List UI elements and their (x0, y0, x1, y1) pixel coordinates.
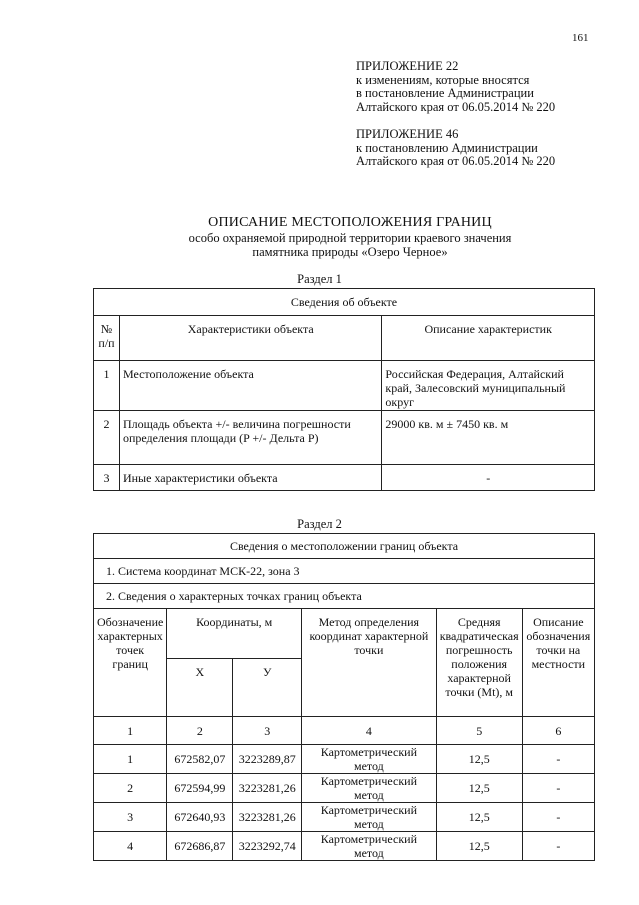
table-row (94, 465, 595, 491)
coord-y: 3223289,87 (233, 745, 302, 774)
table-row (94, 361, 595, 411)
description-cell: Российская Федерация, Алтайский край, Залесовский муниципальный округ (382, 361, 595, 411)
table-row (94, 774, 595, 803)
object-info-table (93, 288, 595, 491)
description-cell: - (382, 465, 595, 491)
table-title-row (94, 534, 595, 559)
column-header-x: X (167, 659, 233, 717)
marking: - (522, 774, 594, 803)
marking: - (522, 745, 594, 774)
characteristic-cell: Иные характеристики объекта (119, 465, 381, 491)
section-2-label: Раздел 2 (297, 517, 342, 531)
coord-x: 672594,99 (167, 774, 233, 803)
column-number: 5 (436, 717, 522, 745)
method: Картометрический метод (302, 774, 437, 803)
error: 12,5 (436, 832, 522, 861)
appendix-46-line: к постановлению Администрации (356, 140, 538, 155)
coordinate-system: 1. Система координат МСК-22, зона 3 (94, 559, 595, 584)
column-number: 4 (302, 717, 437, 745)
description-cell: 29000 кв. м ± 7450 кв. м (382, 411, 595, 465)
column-header: № п/п (94, 316, 120, 361)
marking: - (522, 832, 594, 861)
row-number: 1 (94, 361, 120, 411)
table-header-row (94, 316, 595, 361)
column-header: Координаты, м (167, 609, 302, 659)
table-header-row (94, 609, 595, 659)
table-row (94, 832, 595, 861)
coordinate-system-row (94, 559, 595, 584)
column-numbers-row (94, 717, 595, 745)
coord-x: 672686,87 (167, 832, 233, 861)
appendix-22-title: ПРИЛОЖЕНИЕ 22 (356, 59, 459, 73)
table-title: Сведения о местоположении границ объекта (94, 534, 595, 559)
column-header: Метод определения координат характерной точки (302, 609, 437, 717)
table-row (94, 803, 595, 832)
column-number: 3 (233, 717, 302, 745)
column-header: Описание обозначения точки на местности (522, 609, 594, 717)
coord-y: 3223281,26 (233, 774, 302, 803)
column-number: 1 (94, 717, 167, 745)
characteristic-cell: Местоположение объекта (119, 361, 381, 411)
column-header: Средняя квадратическая погрешность положения характерной точки (Mt), м (436, 609, 522, 717)
appendix-22-line: Алтайского края от 06.05.2014 № 220 (356, 99, 556, 114)
appendix-46-title: ПРИЛОЖЕНИЕ 46 (356, 127, 459, 141)
column-header: Описание характеристик (382, 316, 595, 361)
points-title: 2. Сведения о характерных точках границ объекта (94, 584, 595, 609)
document-subtitle: особо охраняемой природной территории краевого значения (188, 231, 512, 245)
table-row (94, 411, 595, 465)
points-title-row (94, 584, 595, 609)
column-header: Обозначение характерных точек границ (94, 609, 167, 717)
appendix-22-line: в постановление Администрации (356, 86, 534, 100)
row-number: 3 (94, 465, 120, 491)
marking: - (522, 803, 594, 832)
table-title: Сведения об объекте (94, 289, 595, 316)
appendix-22-line: к изменениям, которые вносятся (356, 72, 530, 87)
coord-y: 3223281,26 (233, 803, 302, 832)
document-title: ОПИСАНИЕ МЕСТОПОЛОЖЕНИЯ ГРАНИЦ (208, 215, 492, 230)
appendix-46-line: Алтайского края от 06.05.2014 № 220 (356, 154, 556, 168)
table-title-row (94, 289, 595, 316)
column-number: 2 (167, 717, 233, 745)
appendix-46-block (356, 128, 555, 169)
appendix-22-block (356, 60, 555, 114)
table-row (94, 745, 595, 774)
point-id: 1 (94, 745, 167, 774)
coord-x: 672640,93 (167, 803, 233, 832)
error: 12,5 (436, 803, 522, 832)
method: Картометрический метод (302, 803, 437, 832)
method: Картометрический метод (302, 745, 437, 774)
characteristic-cell: Площадь объекта +/- величина погрешности определения площади (P +/- Дельта P) (119, 411, 381, 465)
column-number: 6 (522, 717, 594, 745)
point-id: 2 (94, 774, 167, 803)
column-header: Характеристики объекта (119, 316, 381, 361)
coord-y: 3223292,74 (233, 832, 302, 861)
method: Картометрический метод (302, 832, 437, 861)
column-header-y: У (233, 659, 302, 717)
page-number: 161 (572, 32, 589, 44)
error: 12,5 (436, 774, 522, 803)
point-id: 4 (94, 832, 167, 861)
error: 12,5 (436, 745, 522, 774)
boundary-points-table (93, 533, 595, 861)
row-number: 2 (94, 411, 120, 465)
document-subtitle: памятника природы «Озеро Черное» (252, 245, 448, 259)
point-id: 3 (94, 803, 167, 832)
section-1-label: Раздел 1 (297, 272, 342, 286)
coord-x: 672582,07 (167, 745, 233, 774)
